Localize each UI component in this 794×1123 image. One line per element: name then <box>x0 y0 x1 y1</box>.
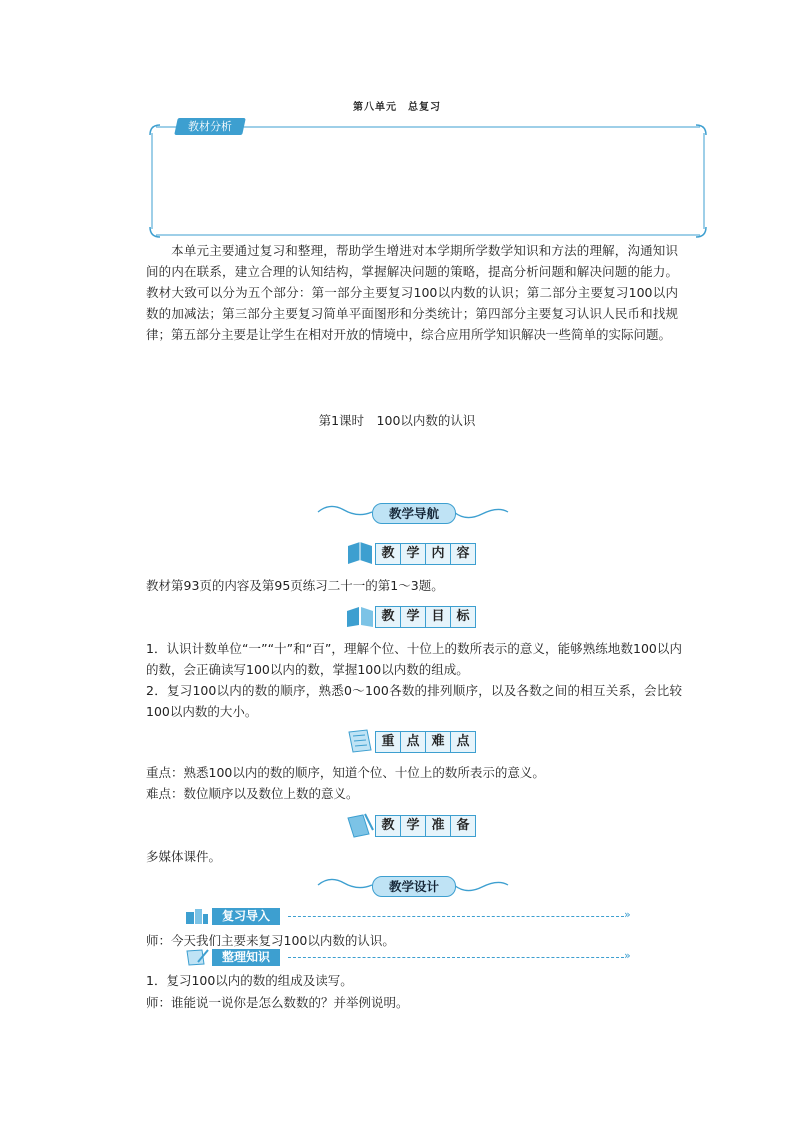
nav-banner-label: 教学导航 <box>372 503 456 524</box>
section-tag-label: 整理知识 <box>212 949 280 966</box>
section-organize <box>184 947 644 967</box>
goals-item-2: 2．复习100以内的数的顺序，熟悉0～100各数的排列顺序，以及各数之间的相互关系，会比较100以内数的大小。 <box>146 683 682 719</box>
heading-char: 点 <box>451 732 475 752</box>
frame-border <box>148 123 708 239</box>
pencil-papers-icon <box>184 947 210 967</box>
content-text: 教材第93页的内容及第95页练习二十一的第1～3题。 <box>146 578 444 593</box>
heading-char: 学 <box>401 544 426 564</box>
heading-char: 备 <box>451 816 475 836</box>
dashed-line <box>288 957 624 958</box>
section-tag-label: 复习导入 <box>212 908 280 925</box>
goals-item-1: 1．认识计数单位“一”“十”和“百”，理解个位、十位上的数所表示的意义，能够熟练地数100以内的数，会正确读写100以内的数，掌握100以内数的组成。 <box>146 641 682 677</box>
heading-char: 学 <box>401 816 426 836</box>
heading-char: 内 <box>426 544 451 564</box>
lesson-title: 第1课时 100以内数的认识 <box>318 413 476 428</box>
heading-char: 教 <box>376 544 401 564</box>
key-point-text: 重点：熟悉100以内的数的顺序，知道个位、十位上的数所表示的意义。 <box>146 765 545 780</box>
nav-banner <box>316 500 510 524</box>
section2-item-2: 师：谁能说一说你是怎么数数的？并举例说明。 <box>146 995 409 1010</box>
heading-char: 点 <box>401 732 426 752</box>
analysis-tab <box>174 118 246 135</box>
design-banner-label: 教学设计 <box>372 876 456 897</box>
heading-char: 标 <box>451 607 475 627</box>
analysis-tab-label: 教材分析 <box>188 120 232 133</box>
books-icon <box>184 906 210 926</box>
heading-char: 难 <box>426 732 451 752</box>
prep-text: 多媒体课件。 <box>146 849 222 864</box>
target-book-icon <box>345 603 375 629</box>
heading-char: 容 <box>451 544 475 564</box>
heading-char: 目 <box>426 607 451 627</box>
heading-char: 教 <box>376 816 401 836</box>
double-arrow-icon: » <box>624 908 631 921</box>
double-arrow-icon: » <box>624 949 631 962</box>
heading-char: 准 <box>426 816 451 836</box>
section2-item-1: 1．复习100以内的数的组成及读写。 <box>146 973 353 988</box>
difficulty-text: 难点：数位顺序以及数位上数的意义。 <box>146 786 359 801</box>
analysis-paragraph <box>146 240 678 345</box>
heading-char: 教 <box>376 607 401 627</box>
section-review-intro <box>184 906 644 926</box>
heading-char: 重 <box>376 732 401 752</box>
design-banner <box>316 873 510 897</box>
section1-text: 师：今天我们主要来复习100以内数的认识。 <box>146 933 395 948</box>
notebook-icon <box>345 812 375 838</box>
analysis-frame <box>148 123 708 239</box>
analysis-text: 本单元主要通过复习和整理，帮助学生增进对本学期所学数学知识和方法的理解，沟通知识间的内在联系，建立合理的认知结构，掌握解决问题的策略，提高分析问题和解决问题的能力。教材大致可以分为五个部分：第一部分主要复习100以内数的认识；第二部分主要复习100以内数的加减法；第三部分主要复习简单平面图形和分类统计；第四部分主要复习认识人民币和找规律；第五部分主要是让学生在相对开放的情境中，综合应用所学知识解决一些简单的实际问题。 <box>146 243 678 342</box>
papers-icon <box>345 728 375 754</box>
unit-title: 第八单元 总复习 <box>353 102 441 113</box>
book-icon <box>345 540 375 566</box>
dashed-line <box>288 916 624 917</box>
heading-char: 学 <box>401 607 426 627</box>
